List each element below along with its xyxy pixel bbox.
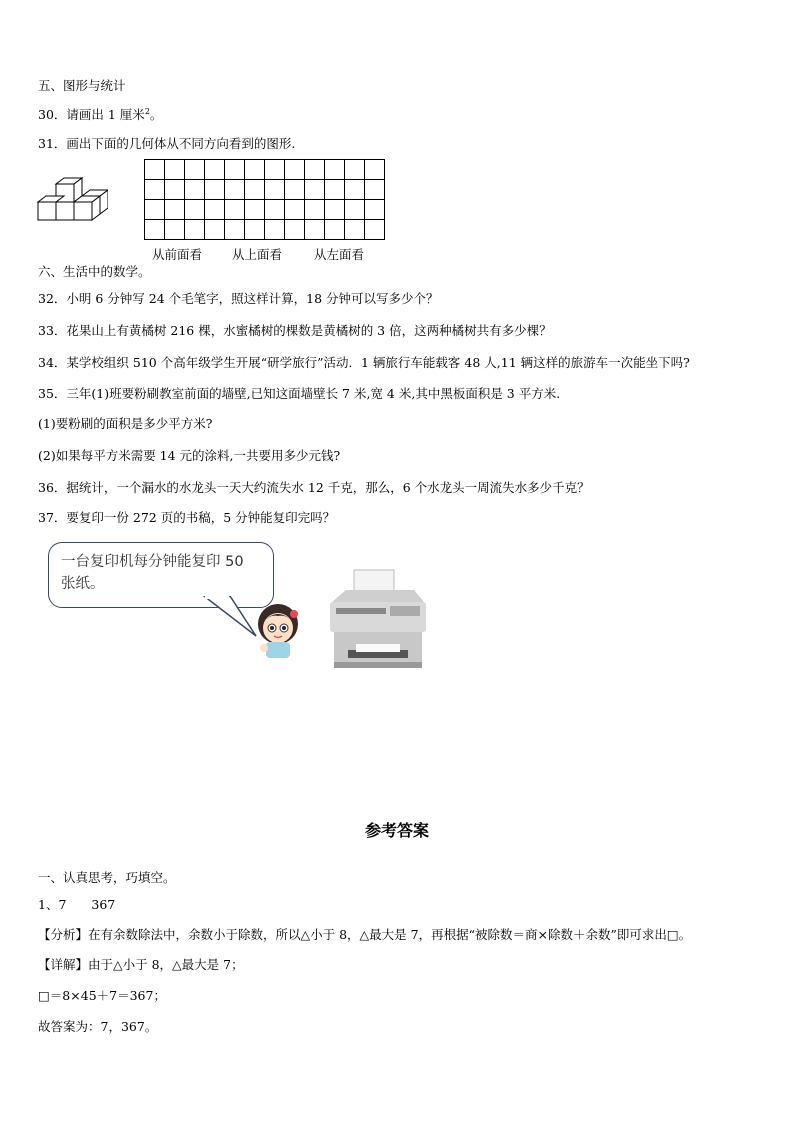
grid-cell: [305, 160, 325, 180]
grid-cell: [205, 160, 225, 180]
grid-cell: [145, 220, 165, 240]
grid-cell: [365, 160, 385, 180]
grid-cell: [365, 220, 385, 240]
grid-cell: [225, 220, 245, 240]
grid-cell: [185, 220, 205, 240]
grid-cell: [145, 160, 165, 180]
grid-cell: [185, 160, 205, 180]
grid-cell: [225, 180, 245, 200]
grid-cell: [165, 220, 185, 240]
question-31: 31．画出下面的几何体从不同方向看到的图形.: [38, 136, 296, 151]
grid-cell: [165, 180, 185, 200]
question-34: 34．某学校组织 510 个高年级学生开展“研学旅行”活动．1 辆旅行车能载客 48 人,11 辆这样的旅游车一次能坐下吗?: [38, 355, 690, 370]
grid-cell: [165, 200, 185, 220]
section-five-title: 五、图形与统计: [38, 78, 126, 93]
grid-cell: [185, 200, 205, 220]
answer-1: 1、7 367: [38, 897, 116, 912]
grid-cell: [205, 180, 225, 200]
view-left-label: 从左面看: [314, 247, 365, 262]
photocopier-icon: [326, 568, 430, 672]
grid-cell: [265, 220, 285, 240]
grid-cell: [245, 220, 265, 240]
grid-cell: [325, 220, 345, 240]
grid-cell: [145, 180, 165, 200]
grid-cell: [245, 160, 265, 180]
question-33: 33．花果山上有黄橘树 216 棵，水蜜橘树的棵数是黄橘树的 3 倍，这两种橘树共有多少棵？: [38, 323, 552, 338]
grid-cell: [265, 180, 285, 200]
answer-detail: 【详解】由于△小于 8，△最大是 7；: [38, 957, 244, 972]
grid-cell: [305, 180, 325, 200]
drawing-grid: [144, 159, 385, 240]
grid-cell: [365, 200, 385, 220]
cubes-figure-icon: [36, 176, 108, 226]
answer-calculation: □＝8×45＋7＝367；: [38, 988, 166, 1003]
grid-cell: [285, 180, 305, 200]
question-37: 37．要复印一份 272 页的书稿，5 分钟能复印完吗？: [38, 510, 336, 525]
speech-bubble-tail-icon: [200, 596, 260, 640]
grid-cell: [245, 180, 265, 200]
question-32: 32．小明 6 分钟写 24 个毛笔字，照这样计算，18 分钟可以写多少个？: [38, 291, 439, 306]
view-front-label: 从前面看: [152, 247, 203, 262]
view-top-label: 从上面看: [232, 247, 283, 262]
grid-cell: [205, 220, 225, 240]
grid-cell: [365, 180, 385, 200]
speech-bubble: 一台复印机每分钟能复印 50 张纸。: [48, 542, 274, 608]
grid-cell: [265, 160, 285, 180]
grid-cell: [325, 180, 345, 200]
grid-cell: [305, 220, 325, 240]
question-36: 36．据统计，一个漏水的水龙头一天大约流失水 12 千克，那么，6 个水龙头一周流失水多少千克？: [38, 480, 590, 495]
grid-cell: [325, 200, 345, 220]
grid-cell: [345, 200, 365, 220]
grid-cell: [165, 160, 185, 180]
question-30-suffix: 。: [149, 107, 163, 122]
grid-cell: [145, 200, 165, 220]
grid-cell: [285, 200, 305, 220]
grid-cell: [265, 200, 285, 220]
grid-cell: [205, 200, 225, 220]
answers-heading: 参考答案: [364, 821, 429, 840]
grid-cell: [185, 180, 205, 200]
question-30: [38, 104, 162, 123]
grid-cell: [345, 220, 365, 240]
grid-cell: [225, 160, 245, 180]
section-six-title: 六、生活中的数学。: [38, 264, 151, 279]
answer-conclusion: 故答案为：7，367。: [38, 1019, 158, 1034]
grid-cell: [305, 200, 325, 220]
grid-cell: [345, 180, 365, 200]
superscript-2: 2: [144, 107, 150, 116]
grid-cell: [325, 160, 345, 180]
grid-cell: [285, 220, 305, 240]
grid-cell: [345, 160, 365, 180]
grid-cell: [245, 200, 265, 220]
question-30-text: 30．请画出 1 厘米: [38, 107, 145, 122]
question-35-part-1: (1)要粉刷的面积是多少平方米?: [38, 416, 213, 431]
question-35-part-2: (2)如果每平方米需要 14 元的涂料,一共要用多少元钱?: [38, 448, 341, 463]
question-35: 35．三年(1)班要粉刷教室前面的墙壁,已知这面墙壁长 7 米,宽 4 米,其中黑板面积是 3 平方米.: [38, 386, 561, 401]
answers-section-one-title: 一、认真思考，巧填空。: [38, 870, 176, 885]
answer-analysis: 【分析】在有余数除法中，余数小于除数，所以△小于 8，△最大是 7，再根据“被除数＝商×除数＋余数”即可求出□。: [38, 927, 692, 942]
grid-cell: [225, 200, 245, 220]
girl-character-icon: [254, 600, 302, 660]
grid-cell: [285, 160, 305, 180]
